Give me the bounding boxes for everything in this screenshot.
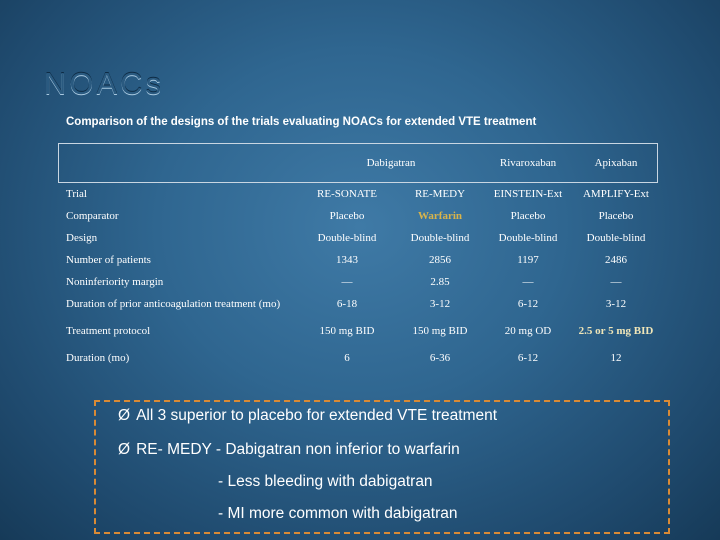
table-row-duration [58, 347, 660, 369]
table-row-patients [58, 249, 660, 271]
table-cell: 2856 [429, 254, 451, 266]
comparison-table-container [58, 143, 660, 375]
table-cell: 3-12 [429, 298, 451, 310]
table-cell: 6-12 [517, 352, 539, 364]
arrow-bullet-icon: Ø [118, 407, 131, 424]
bullet-text: All 3 superior to placebo for extended VTE treatment [136, 407, 498, 424]
cell-einstein: EINSTEIN-Ext [493, 188, 563, 200]
table-cell: — [341, 276, 353, 288]
table-cell: Placebo [329, 210, 365, 222]
table-row-prior-duration [58, 293, 660, 315]
summary-box [94, 400, 670, 534]
table-cell: 1343 [336, 254, 358, 266]
table-cell: 12 [610, 352, 622, 364]
table-cell: 1197 [517, 254, 539, 266]
table-row-protocol [58, 315, 660, 347]
header-dabigatran: Dabigatran [366, 157, 416, 169]
table-cell: 2.85 [430, 276, 450, 288]
table-cell: 150 mg BID [319, 325, 375, 337]
table-cell: — [610, 276, 622, 288]
table-cell: 150 mg BID [412, 325, 468, 337]
header-empty-cell [58, 143, 298, 183]
arrow-bullet-icon: Ø [118, 441, 131, 458]
comparison-table [58, 143, 660, 369]
table-row-trial [58, 183, 660, 205]
cell-amplify: AMPLIFY-Ext [582, 188, 649, 200]
row-label: Number of patients [66, 254, 151, 266]
table-header-row [58, 143, 660, 183]
summary-sub-point: - Less bleeding with dabigatran [218, 473, 433, 490]
row-label: Duration of prior anticoagulation treatment (mo) [66, 298, 281, 310]
table-cell: 6 [344, 352, 350, 364]
table-row-design [58, 227, 660, 249]
table-cell: 6-12 [517, 298, 539, 310]
table-cell: 6-18 [336, 298, 358, 310]
table-cell: 2486 [605, 254, 627, 266]
table-cell: 6-36 [429, 352, 451, 364]
row-label: Duration (mo) [66, 352, 130, 364]
row-label: Noninferiority margin [66, 276, 164, 288]
header-rivaroxaban: Rivaroxaban [499, 157, 557, 169]
summary-bullet [118, 407, 497, 425]
table-cell: Double-blind [498, 232, 558, 244]
row-label: Design [66, 232, 98, 244]
slide-subtitle: Comparison of the designs of the trials evaluating NOACs for extended VTE treatment [66, 116, 537, 128]
summary-bullet [118, 441, 460, 459]
table-row-noninferiority [58, 271, 660, 293]
table-cell: 20 mg OD [504, 325, 552, 337]
cell-warfarin-highlight: Warfarin [418, 210, 462, 222]
table-cell: Double-blind [410, 232, 470, 244]
cell-apixaban-dose-highlight: 2.5 or 5 mg BID [578, 324, 654, 337]
cell-remedy: RE-MEDY [414, 188, 466, 200]
table-cell: Placebo [598, 210, 634, 222]
table-row-comparator [58, 205, 660, 227]
slide-title: NOACs [44, 66, 165, 101]
table-cell: 3-12 [605, 298, 627, 310]
row-label: Trial [66, 188, 87, 200]
row-label: Treatment protocol [66, 325, 151, 337]
row-label: Comparator [66, 210, 119, 222]
bullet-text: RE- MEDY - Dabigatran non inferior to warfarin [136, 441, 460, 458]
table-cell: Double-blind [317, 232, 377, 244]
summary-sub-point: - MI more common with dabigatran [218, 505, 458, 522]
table-cell: Placebo [510, 210, 546, 222]
cell-resonate: RE-SONATE [317, 188, 377, 200]
table-cell: — [522, 276, 534, 288]
header-apixaban: Apixaban [594, 157, 638, 169]
table-cell: Double-blind [586, 232, 646, 244]
